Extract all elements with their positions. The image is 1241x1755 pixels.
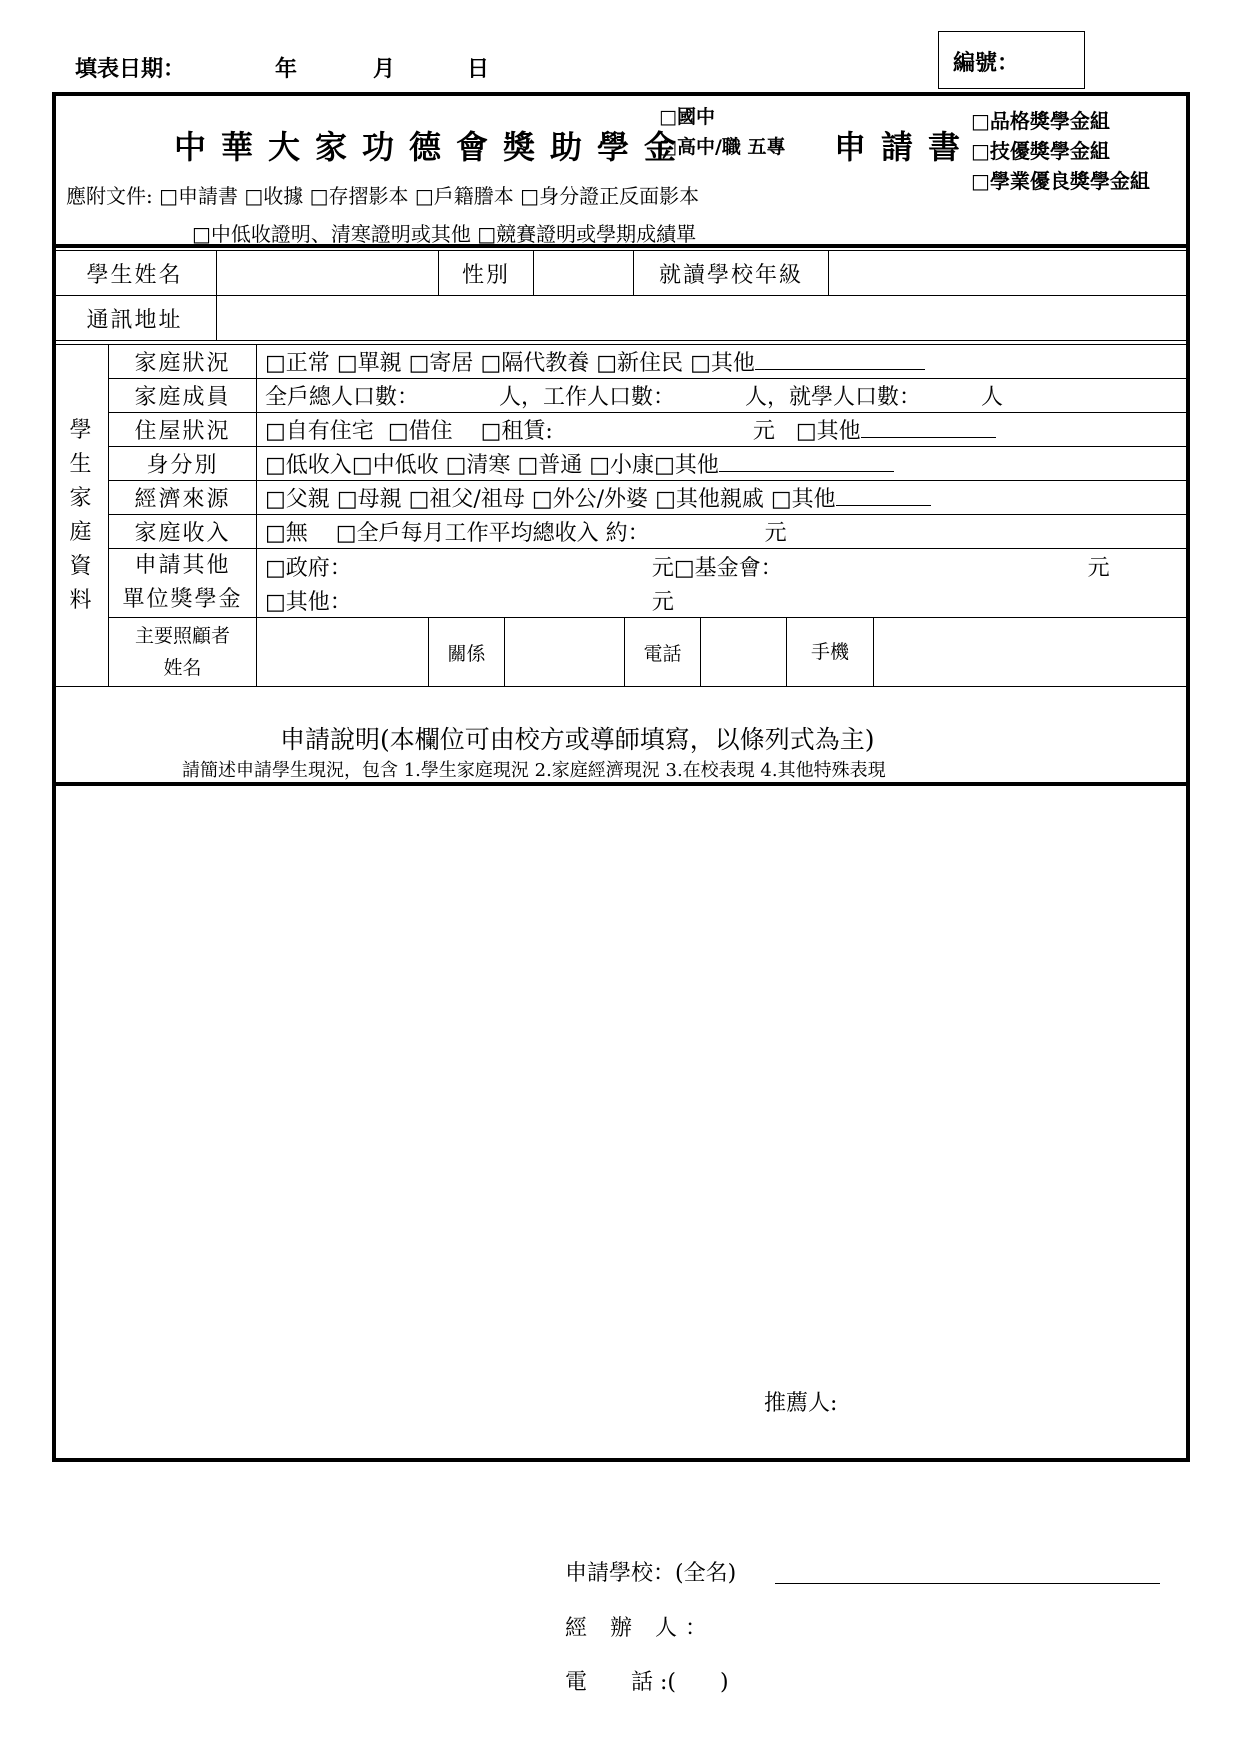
student-name-field[interactable] (217, 251, 439, 296)
other-blank[interactable] (861, 417, 996, 438)
other-unit: 元 (651, 589, 674, 615)
foundation-unit: 元 (1087, 555, 1110, 581)
income-checkbox[interactable]: □ 全戶每月工作平均總收入 約： (336, 521, 650, 546)
doc-checkbox[interactable]: □ 競賽證明或學期成績單 (477, 222, 696, 246)
footer-phone-label: 電 話 :( ) (565, 1670, 729, 1695)
income-source-checkbox[interactable]: □ 其他 (771, 487, 836, 512)
caregiver-label: 主要照顧者 姓名 (109, 618, 257, 687)
student-population-label: 人，就學人口數： (745, 385, 922, 410)
identity-checkbox[interactable]: □ 其他 (654, 453, 719, 478)
explanation-title: 申請說明(本欄位可由校方或導師填寫，以條列式為主) (280, 725, 875, 754)
rent-unit: 元 (752, 419, 775, 444)
identity-checkbox[interactable]: □ 普通 (517, 453, 582, 478)
school-grade-field[interactable] (829, 251, 1190, 296)
housing-label: 住屋狀況 (109, 413, 257, 447)
family-status-checkbox[interactable]: □ 新住民 (596, 351, 683, 376)
documents-line-1 (66, 180, 699, 209)
form-title-suffix: 申請書 (834, 128, 976, 166)
basic-info-table (52, 250, 1190, 341)
header-block (52, 92, 1190, 248)
income-source-label: 經濟來源 (109, 481, 257, 515)
doc-checkbox[interactable]: □ 存摺影本 (310, 184, 409, 208)
doc-checkbox[interactable]: □ 身分證正反面影本 (520, 184, 699, 208)
family-status-checkbox[interactable]: □ 正常 (265, 351, 330, 376)
mobile-label: 手機 (787, 618, 874, 686)
housing-checkbox[interactable]: □ 借住 (388, 419, 453, 444)
income-source-checkbox[interactable]: □ 祖父/祖母 (409, 487, 525, 512)
income-source-checkbox[interactable]: □ 父親 (265, 487, 330, 512)
gov-unit: 元 (651, 555, 674, 581)
family-status-label: 家庭狀況 (109, 345, 257, 379)
school-grade-label: 就讀學校年級 (634, 251, 829, 296)
other-scholarship-label: 申請其他 單位獎學金 (109, 549, 257, 618)
working-population-label: 人，工作人口數： (499, 385, 676, 410)
family-status-checkbox[interactable]: □ 隔代教養 (480, 351, 589, 376)
gender-label: 性別 (439, 251, 534, 296)
family-members-text (257, 379, 1190, 413)
family-status-options (257, 345, 1190, 379)
level-checkbox-junior[interactable]: □ 國中 (659, 102, 786, 132)
family-status-checkbox[interactable]: □ 單親 (337, 351, 402, 376)
relation-field[interactable] (505, 618, 625, 687)
family-members-label: 家庭成員 (109, 379, 257, 413)
identity-options (257, 447, 1190, 481)
address-label: 通訊地址 (53, 296, 217, 341)
phone-field[interactable] (701, 618, 787, 687)
income-source-checkbox[interactable]: □ 外公/外婆 (532, 487, 648, 512)
documents-line-2 (192, 218, 696, 247)
income-source-options (257, 481, 1190, 515)
award-checkbox-character[interactable]: □ 品格獎學金組 (971, 106, 1150, 136)
person-unit: 人 (981, 385, 1004, 410)
identity-checkbox[interactable]: □ 小康 (589, 453, 654, 478)
gender-field[interactable] (534, 251, 634, 296)
day-label: 日 (467, 57, 490, 82)
gov-checkbox[interactable]: □ 政府： (265, 556, 352, 581)
doc-checkbox[interactable]: □ 中低收證明、清寒證明或其他 (192, 222, 471, 246)
student-name-label: 學生姓名 (53, 251, 217, 296)
recommender-label: 推薦人: (764, 1391, 838, 1416)
award-checkbox-academic[interactable]: □ 學業優良獎學金組 (971, 166, 1150, 196)
other-blank[interactable] (836, 485, 931, 506)
income-unit: 元 (764, 521, 787, 546)
award-checkbox-skill[interactable]: □ 技優獎學金組 (971, 136, 1150, 166)
other-source-checkbox[interactable]: □ 其他： (265, 590, 352, 615)
family-status-checkbox[interactable]: □ 其他 (690, 351, 755, 376)
identity-checkbox[interactable]: □ 低收入 (265, 453, 352, 478)
address-field[interactable] (217, 296, 1190, 341)
family-status-checkbox[interactable]: □ 寄居 (409, 351, 474, 376)
family-income-label: 家庭收入 (109, 515, 257, 549)
applying-school-label: 申請學校：(全名) (565, 1561, 737, 1586)
doc-checkbox[interactable]: □ 戶籍謄本 (415, 184, 514, 208)
fill-date-label: 填表日期： (75, 57, 186, 82)
identity-checkbox[interactable]: □ 中低收 (352, 453, 439, 478)
documents-label: 應附文件: (66, 184, 153, 208)
income-checkbox[interactable]: □ 無 (265, 521, 308, 546)
family-income-options (257, 515, 1190, 549)
housing-checkbox[interactable]: □ 自有住宅 (265, 419, 374, 444)
explanation-header (52, 712, 1190, 786)
explanation-textarea[interactable] (52, 786, 1190, 1462)
housing-checkbox[interactable]: □ 租賃: (481, 419, 553, 444)
year-label: 年 (275, 57, 298, 82)
serial-label: 編號： (953, 51, 1020, 76)
family-info-table (52, 344, 1190, 687)
identity-label: 身分別 (109, 447, 257, 481)
doc-checkbox[interactable]: □ 申請書 (159, 184, 238, 208)
total-population-label: 全戶總人口數： (265, 385, 420, 410)
doc-checkbox[interactable]: □ 收據 (244, 184, 303, 208)
mobile-cell (787, 618, 1190, 687)
caregiver-name-field[interactable] (257, 618, 429, 687)
identity-checkbox[interactable]: □ 清寒 (446, 453, 511, 478)
applying-school-field[interactable] (775, 1583, 1160, 1584)
relation-label: 關係 (429, 618, 505, 687)
serial-number-field[interactable] (938, 31, 1085, 89)
family-side-label: 學生家庭資料 (53, 345, 109, 687)
other-scholarship-row1 (257, 549, 1190, 584)
income-source-checkbox[interactable]: □ 母親 (337, 487, 402, 512)
level-checkbox-senior[interactable]: □ 高中/職 五專 (659, 132, 786, 162)
other-blank[interactable] (719, 451, 894, 472)
month-label: 月 (373, 57, 396, 82)
explanation-note: 請簡述申請學生現況，包含 1.學生家庭現況 2.家庭經濟現況 3.在校表現 4.其他特殊表現 (182, 760, 886, 781)
foundation-checkbox[interactable]: □ 基金會： (674, 556, 783, 581)
housing-checkbox[interactable]: □ 其他 (796, 419, 861, 444)
handler-label: 經 辦 人： (565, 1616, 715, 1641)
form-title: 中華大家功德會獎助學金 (174, 128, 692, 166)
income-source-checkbox[interactable]: □ 其他親戚 (655, 487, 764, 512)
award-options (971, 106, 1150, 196)
other-blank[interactable] (755, 349, 925, 370)
level-options (659, 102, 786, 162)
other-scholarship-row2 (257, 583, 1190, 618)
housing-options (257, 413, 1190, 447)
phone-label: 電話 (625, 618, 701, 687)
